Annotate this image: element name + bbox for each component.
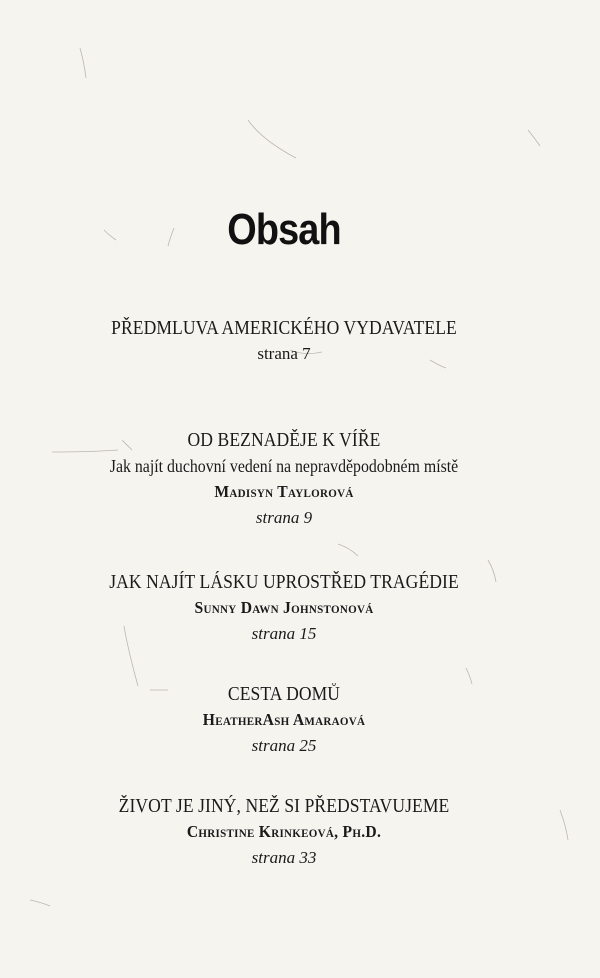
entry-page: strana 25 (251, 736, 317, 755)
entry-page: strana 7 (257, 344, 311, 363)
entry-heading: CESTA DOMŮ (227, 684, 341, 705)
toc-entry-jak-najit-lasku[interactable] (0, 570, 568, 647)
page-title: Obsah (227, 205, 341, 254)
entry-author: Christine Krinkeová, Ph.D. (186, 822, 382, 841)
toc-entry-od-beznadeje[interactable] (0, 428, 568, 531)
entry-author: Sunny Dawn Johnstonová (194, 598, 374, 617)
entry-page: strana 15 (251, 624, 317, 643)
toc-entry-zivot-je-jiny[interactable] (0, 794, 568, 871)
entry-heading: OD BEZNADĚJE K VÍŘE (187, 430, 381, 451)
toc-entry-preface[interactable] (0, 316, 568, 367)
entry-subtitle: Jak najít duchovní vedení na nepravděpodobném místě (109, 456, 459, 476)
toc-entry-cesta-domu[interactable] (0, 682, 568, 759)
entry-author: Madisyn Taylorová (214, 482, 354, 501)
entry-page: strana 9 (255, 508, 313, 527)
entry-heading: PŘEDMLUVA AMERICKÉHO VYDAVATELE (111, 318, 457, 339)
entry-page: strana 33 (251, 848, 317, 867)
entry-author: HeatherAsh Amaraová (202, 710, 366, 729)
entry-heading: JAK NAJÍT LÁSKU UPROSTŘED TRAGÉDIE (109, 572, 459, 593)
entry-heading: ŽIVOT JE JINÝ, NEŽ SI PŘEDSTAVUJEME (118, 796, 450, 817)
